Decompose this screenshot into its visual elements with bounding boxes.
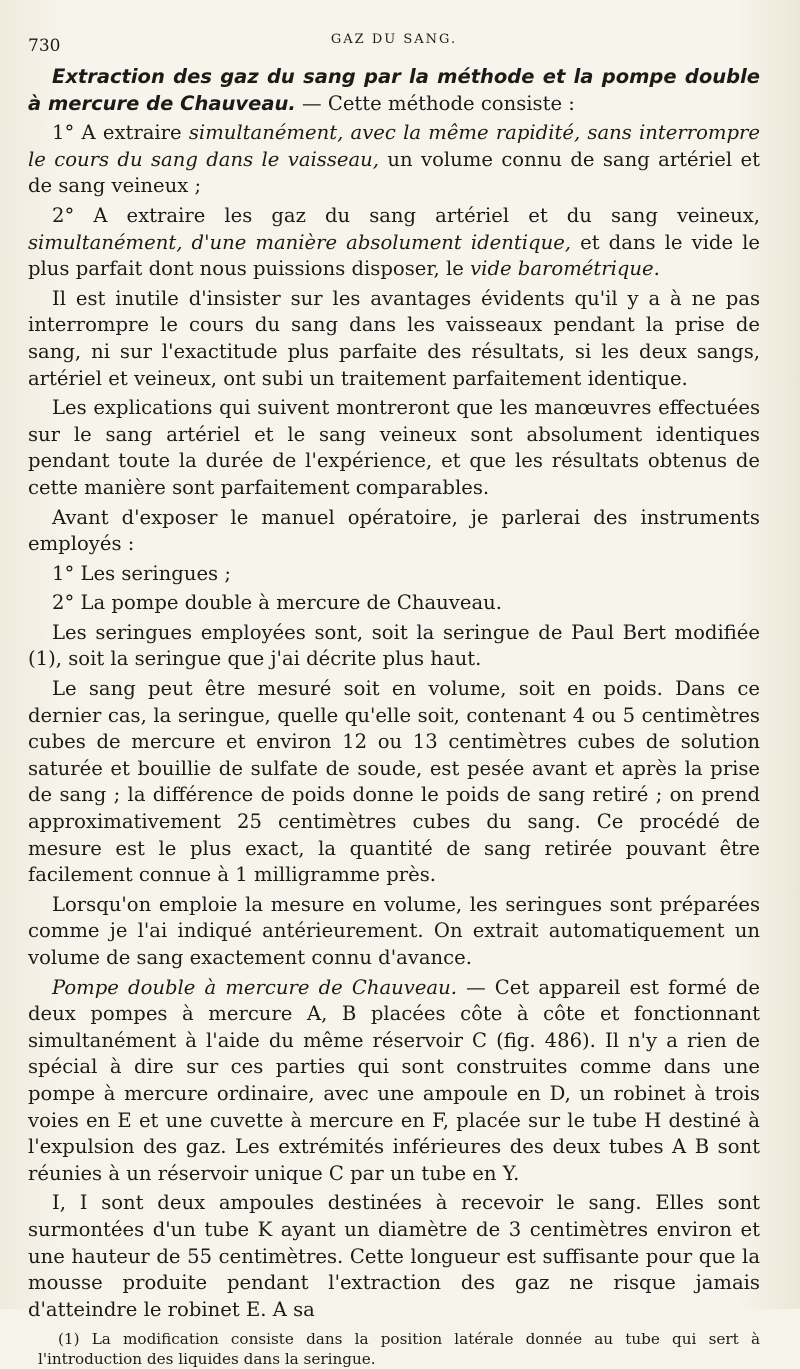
paragraph-pompe: Pompe double à mercure de Chauveau. — Cet appareil est formé de deux pompes à mercure A, B placées côte à côte et fonctionnant simultanément à l'aide du même réservoir C (fig. 486). Il n'y a rien de spécial à dire sur ces parties qui sont construites comme dans une pompe à mercure ordinaire, avec une ampoule en D, un robinet à trois voies en E et une cuvette à mercure en F, placée sur le tube H destiné à l'expulsion des gaz. Les extrémités inférieures des deux tubes A B sont réunies à un réservoir unique C par un tube en Y.: [28, 975, 760, 1185]
paragraph: Les explications qui suivent montreront que les manœuvres effectuées sur le sang artériel et le sang veineux sont absolument identiques pendant toute la durée de l'expérience, et que les résultats obtenus de cette manière sont parfaitement comparables.: [28, 396, 760, 499]
section-title: Extraction des gaz du sang par la méthode et la pompe double à mercure de Chauveau.: [28, 65, 760, 115]
footnote: (1) La modification consiste dans la position latérale donnée au tube qui sert à l'introduction des liquides dans la seringue.: [38, 1330, 760, 1369]
paragraph: Les seringues employées sont, soit la seringue de Paul Bert modifiée (1), soit la seringue que j'ai décrite plus haut.: [28, 620, 760, 671]
running-title: GAZ DU SANG.: [330, 32, 458, 47]
list-item: 1° Les seringues ;: [52, 561, 231, 585]
paragraph-item-1: 1° A extraire simultanément, avec la même rapidité, sans interrompre le cours du sang dans le vaisseau, un volume connu de sang artériel et de sang veineux ;: [28, 121, 760, 198]
paragraph: Lorsqu'on emploie la mesure en volume, les seringues sont préparées comme je l'ai indiqué antérieurement. On extrait automatiquement un volume de sang exactement connu d'avance.: [28, 892, 760, 969]
paragraph: Avant d'exposer le manuel opératoire, je parlerai des instruments employés :: [28, 505, 760, 556]
paragraph: Le sang peut être mesuré soit en volume, soit en poids. Dans ce dernier cas, la seringue, quelle qu'elle soit, contenant 4 ou 5 centimètres cubes de mercure et environ 12 ou 13 centimètres cubes de solution saturée et bouillie de sulfate de soude, est pesée avant et après la prise de sang ; la différence de poids donne le poids de sang retiré ; on prend approximativement 25 centimètres cubes du sang. Ce procédé de mesure est le plus exact, la quantité de sang retirée pouvant être facilement connue à 1 milligramme près.: [28, 677, 760, 887]
paragraph: Il est inutile d'insister sur les avantages évidents qu'il y a à ne pas interrompre le cours du sang dans les vaisseaux pendant la prise de sang, ni sur l'exactitude plus parfaite des résultats, si les deux sangs, artériel et veineux, ont subi un traitement parfaitement identique.: [28, 286, 760, 390]
paragraph-intro: Extraction des gaz du sang par la méthode et la pompe double à mercure de Chauveau. — Cette méthode consiste :: [28, 65, 760, 115]
paragraph-item-2: 2° A extraire les gaz du sang artériel et du sang veineux, simultanément, d'une manière absolument identique, et dans le vide le plus parfait dont nous puissions disposer, le vide barométrique.: [28, 203, 760, 281]
page-number: 730: [28, 36, 61, 56]
body-text: [28, 64, 760, 1323]
paragraph: I, I sont deux ampoules destinées à recevoir le sang. Elles sont surmontées d'un tube K ayant un diamètre de 3 centimètres environ et une hauteur de 55 centimètres. Cette longueur est suffisante pour que la mousse produite pendant l'extraction des gaz ne risque jamais d'atteindre le robinet E. A sa: [28, 1191, 760, 1321]
list-item: 2° La pompe double à mercure de Chauveau.: [52, 591, 502, 615]
subsection-title: Pompe double à mercure de Chauveau.: [52, 975, 457, 999]
page-header: [28, 30, 760, 64]
